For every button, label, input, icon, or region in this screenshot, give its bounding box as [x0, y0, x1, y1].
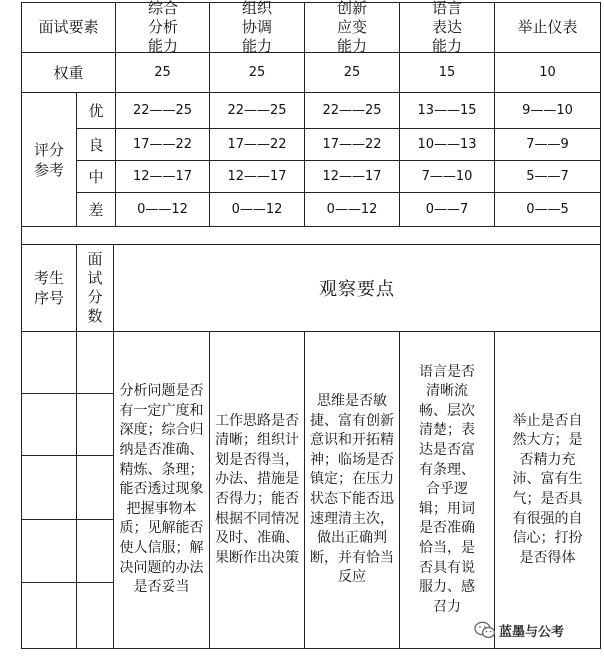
score-range: 12——17: [322, 169, 382, 184]
criteria-analysis: 分析问题是否有一定广度和深度；综合归纳是否准确、精炼、条理；能否透过现象把握事物本质；见解能否使人信服；解决问题的办法是否妥当: [119, 383, 204, 596]
score-range: 0——12: [137, 202, 188, 217]
score-range: 9——10: [522, 103, 573, 118]
header-col-3: 创新应变能力: [336, 0, 367, 55]
weight-value: 25: [343, 65, 361, 80]
score-range: 17——22: [132, 137, 193, 152]
header-col-1: 综合分析能力: [147, 0, 178, 55]
header-col-4: 语言表达能力: [431, 0, 462, 55]
header-corner: 面试要素: [38, 18, 99, 36]
weight-value: 10: [539, 65, 556, 80]
score-range: 22——25: [132, 103, 193, 118]
candidate-number-label: 考生序号: [33, 269, 64, 307]
interview-score-label: 面试分数: [87, 250, 103, 325]
score-range: 22——25: [227, 103, 287, 118]
watermark: [474, 617, 598, 643]
score-range: 12——17: [227, 169, 287, 184]
grade-label: 良: [88, 135, 104, 154]
score-range: 17——22: [227, 137, 287, 152]
score-range: 0——12: [326, 202, 378, 217]
criteria-innovation: 思维是否敏捷、富有创新意识和开拓精神；临场是否镇定；在压力状态下能否迅速理清主次，做出正确判断，并有恰当反应: [310, 393, 394, 586]
weight-value: 25: [154, 65, 171, 80]
header-col-2: 组织协调能力: [241, 0, 272, 55]
score-range: 0——7: [425, 202, 469, 217]
header-col-5: 举止仪表: [517, 18, 578, 36]
weight-label: 权重: [53, 63, 84, 82]
score-range: 0——12: [231, 202, 283, 217]
score-range: 13——15: [417, 103, 477, 118]
criteria-demeanor: 举止是否自然大方；是否精力充沛、富有生气；是否具有很强的自信心；打扮是否得体: [512, 412, 583, 566]
observation-title: 观察要点: [319, 279, 395, 300]
score-range: 12——17: [132, 169, 193, 184]
weight-value: 25: [248, 65, 266, 80]
weight-value: 15: [438, 65, 456, 80]
grade-label: 中: [88, 167, 104, 186]
criteria-organization: 工作思路是否清晰；组织计划是否得当，办法、措施是否得力；能否根据不同情况及时、准确、果断作出决策: [215, 412, 299, 566]
grade-label: 优: [88, 101, 104, 120]
score-range: 7——10: [421, 169, 473, 184]
score-range: 10——13: [417, 137, 477, 152]
score-range: 22——25: [322, 103, 382, 118]
score-range: 5——7: [526, 169, 569, 184]
grade-label: 差: [88, 200, 104, 219]
rating-label: 评分参考: [33, 140, 64, 179]
score-range: 7——9: [526, 137, 569, 152]
wechat-icon: [474, 621, 496, 639]
score-range: 17——22: [322, 137, 382, 152]
score-range: 0——5: [526, 202, 569, 217]
watermark-text: 蓝墨与公考: [499, 624, 565, 640]
criteria-language: 语言是否清晰流畅、层次清楚；表达是否富有条理、合乎逻辑；用词是否准确恰当，是否具有说服力、感召力: [419, 363, 475, 615]
